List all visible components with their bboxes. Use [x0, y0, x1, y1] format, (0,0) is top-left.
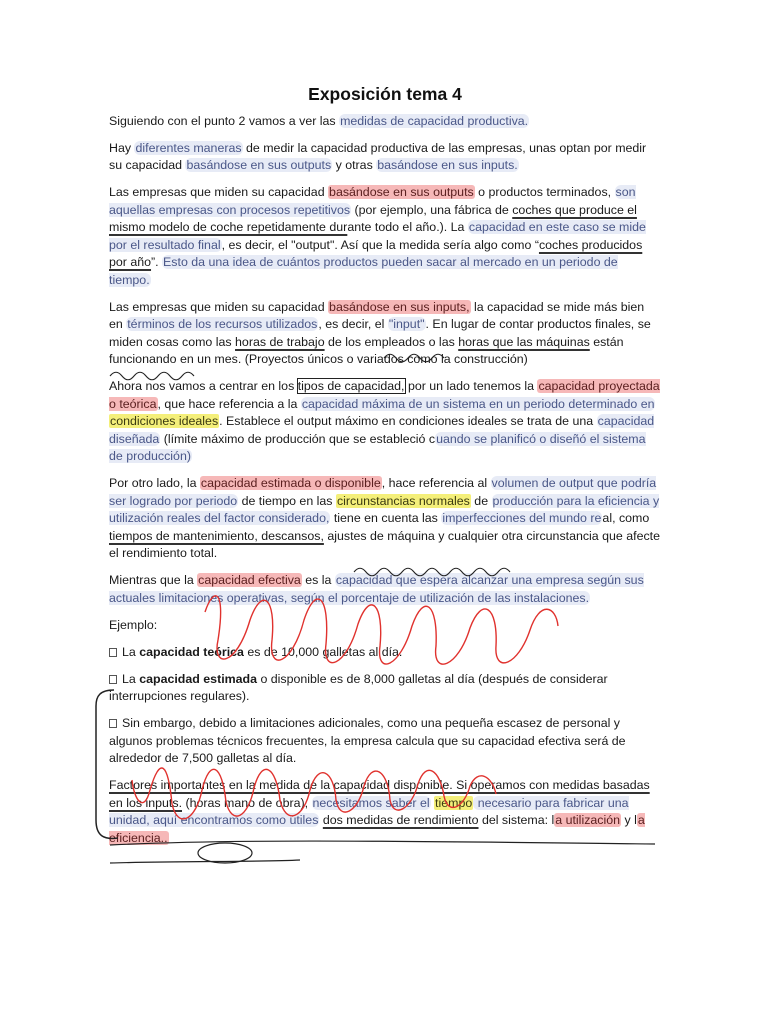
bullet-item [109, 671, 661, 706]
paragraph-4 [109, 299, 661, 369]
text: , es decir, el "output". Así que la medida sería algo como “ [221, 237, 539, 252]
bold-text: capacidad teórica [139, 644, 244, 659]
text: de los empleados o las [324, 334, 459, 349]
document-body [109, 86, 661, 857]
paragraph-3 [109, 184, 661, 289]
text: Las empresas que miden su capacidad [109, 185, 329, 199]
highlight-blue: uando se planificó o diseñó el sistema de producción) [109, 431, 646, 463]
text: y otras [332, 158, 377, 172]
text: Las empresas que miden su capacidad [109, 299, 329, 314]
paragraph-5 [109, 378, 661, 466]
text: ante todo el año.). La [347, 220, 468, 234]
highlight-red: capacidad efectiva [198, 573, 301, 587]
highlight-blue: capacidad que espera alcanzar una empresa según sus actuales limitaciones operativas, según el porcentaje de utilización de las instalaciones. [109, 573, 644, 605]
underlined-text: coches que produce el mismo modelo de coche repetidamente dur [109, 202, 637, 234]
text: es la [301, 573, 335, 587]
missing-glyph-icon [109, 648, 117, 657]
highlight-blue: necesario para fabricar una unidad, aquí encontramos como útiles [109, 795, 629, 827]
bullet-item [109, 715, 661, 768]
text: (límite máximo de producción que se estableció c [160, 431, 436, 446]
highlight-blue: capacidad en este caso se mide por el resultado final [109, 220, 646, 252]
text: La [122, 671, 140, 686]
highlight-red: basándose en sus outputs [329, 185, 474, 199]
text: Siguiendo con el punto 2 vamos a ver las [109, 113, 340, 128]
paragraph-2 [109, 140, 661, 175]
text: y l [621, 813, 637, 827]
highlight-red: capacidad proyectada o teórica [109, 379, 660, 411]
text: de tiempo en las [238, 493, 336, 508]
text: o productos terminados, [474, 185, 615, 199]
paragraph-6 [109, 475, 661, 563]
highlight-yellow: circunstancias normales [336, 493, 470, 508]
highlight-blue: producción para la eficiencia y utilización reales del factor considerado, [109, 493, 660, 525]
text: Sin embargo, debido a limitaciones adicionales, como una pequeña escasez de personal y algunos problemas técnicos frecuentes, la empresa calcula que su capacidad efectiva será de alrededor de 7,500 galletas al día. [109, 716, 626, 765]
highlight-blue: "input" [388, 317, 425, 331]
text: es de 10,000 galletas al día. [243, 644, 403, 659]
page-title: Exposición tema 4 [308, 84, 462, 104]
example-label: Ejemplo: [109, 617, 158, 632]
underlined-text: dos medidas de rendimiento [322, 813, 479, 827]
highlight-blue: necesitamos saber el [312, 795, 430, 810]
text: Por otro lado, la [109, 476, 200, 490]
missing-glyph-icon [109, 675, 117, 684]
paragraph-8 [109, 777, 661, 847]
highlight-yellow: tiempo [435, 795, 473, 810]
text: , que hace referencia a la [157, 396, 301, 411]
text: , es decir, el [318, 317, 388, 331]
text: Hay [109, 140, 135, 155]
text: , hace referencia al [381, 476, 491, 490]
underlined-text: horas de trabajo [235, 334, 325, 349]
bullet-item [109, 644, 661, 662]
underlined-text: Factores importantes en la medida de la capacidad disponible. Si operamos con medidas basadas en los inputs. [109, 778, 650, 810]
text: por un lado tenemos la [404, 379, 538, 393]
text: de [470, 493, 492, 508]
text: al, como [602, 511, 650, 525]
text: . Establece el output máximo en condiciones ideales se trata de una [219, 414, 597, 428]
boxed-text: tipos de capacidad, [297, 379, 405, 393]
highlight-blue: capacidad máxima de un sistema en un periodo determinado en [301, 396, 655, 411]
text: tiene en cuenta las [330, 511, 442, 525]
text: del sistema: l [478, 813, 555, 827]
text: están funcionando en un mes. (Proyectos únicos o variados como la construcción) [109, 334, 624, 366]
paragraph-1 [109, 113, 661, 131]
highlight-red: a eficiencia.. [109, 813, 645, 845]
text: la capacidad se mide más bien en [109, 299, 645, 331]
text: (horas mano de obra), [182, 795, 312, 810]
text: de medir la capacidad productiva de las empresas, unas optan por medir su capacidad [109, 140, 647, 172]
text: . En lugar de contar productos finales, se miden cosas como las [109, 317, 651, 349]
highlight-yellow: condiciones ideales [110, 414, 219, 428]
highlight-blue: basándose en sus inputs. [377, 158, 518, 172]
underlined-text: tiempos de mantenimiento, descansos, [109, 528, 324, 543]
highlight-blue: términos de los recursos utilizados [127, 317, 318, 331]
bold-text: capacidad estimada [139, 671, 257, 686]
paragraph-7 [109, 572, 661, 607]
highlight-red: basándose en sus inputs, [329, 299, 470, 314]
text: Ahora nos vamos a centrar en los [109, 379, 298, 393]
highlight-blue: volumen de output que podría ser logrado por periodo [109, 476, 657, 508]
highlight-blue: medidas de capacidad productiva. [340, 113, 529, 128]
highlight-blue: Esto da una idea de cuántos productos pueden sacar al mercado en un periodo de tiempo. [109, 255, 618, 287]
highlight-blue: capacidad diseñada [109, 414, 655, 446]
text: ajustes de máquina y cualquier otra circunstancia que afecte el rendimiento total. [109, 528, 661, 560]
highlight-red: a utilización [555, 813, 621, 827]
text: (por ejemplo, una fábrica de [351, 202, 513, 217]
text: Mientras que la [109, 573, 198, 587]
underlined-text: coches producidos por año [109, 237, 643, 269]
missing-glyph-icon [109, 719, 117, 728]
text: ”. [151, 255, 163, 269]
highlight-blue: imperfecciones del mundo re [442, 511, 602, 525]
underlined-text: horas que las máquinas [458, 334, 590, 349]
highlight-blue: son aquellas empresas con procesos repetitivos [109, 185, 636, 217]
text: La [122, 644, 140, 659]
highlight-blue: basándose en sus outputs [186, 158, 332, 172]
text: o disponible es de 8,000 galletas al día (después de considerar interrupciones regulares). [109, 671, 608, 703]
highlight-blue: diferentes maneras [135, 140, 242, 155]
highlight-red: capacidad estimada o disponible [200, 476, 381, 490]
